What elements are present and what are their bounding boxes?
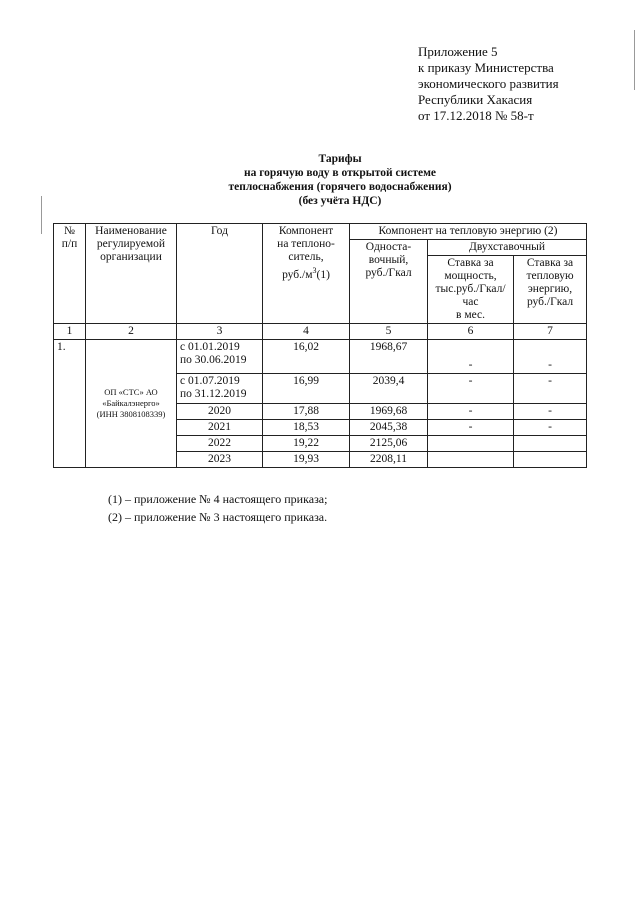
appendix-line: экономического развития: [418, 76, 559, 91]
power-rate-value: -: [428, 404, 514, 420]
single-rate-value: 2045,38: [350, 420, 428, 436]
tariff-table: [53, 223, 587, 468]
column-index: 7: [514, 324, 587, 340]
title-line: на горячую воду в открытой системе: [243, 167, 437, 179]
organization-cell: ОП «СТС» АО «Байкалэнерго» (ИНН 3808108339): [86, 340, 177, 468]
period-cell: 2023: [177, 452, 263, 468]
appendix-line: Приложение 5: [418, 44, 498, 59]
header-num: № п/п: [54, 224, 86, 324]
period-cell: 2021: [177, 420, 263, 436]
period-cell: с 01.07.2019 по 31.12.2019: [177, 374, 263, 404]
document-title: [170, 152, 510, 208]
carrier-value: 19,93: [263, 452, 350, 468]
appendix-line: от 17.12.2018 № 58-т: [418, 108, 534, 123]
carrier-value: 18,53: [263, 420, 350, 436]
energy-rate-value: -: [514, 420, 587, 436]
header-energy-rate: Ставка за тепловую энергию, руб./Гкал: [514, 256, 587, 324]
power-rate-value: -: [428, 340, 514, 374]
appendix-reference: [418, 44, 559, 124]
carrier-value: 19,22: [263, 436, 350, 452]
energy-rate-value: [514, 436, 587, 452]
item-number: 1.: [54, 340, 86, 468]
column-index: 6: [428, 324, 514, 340]
scan-mark-left: [41, 196, 42, 234]
energy-rate-value: -: [514, 374, 587, 404]
footnote: (1) – приложение № 4 настоящего приказа;: [108, 492, 328, 506]
scan-mark-top: [634, 30, 635, 90]
footnotes: [108, 490, 327, 526]
appendix-line: Республики Хакасия: [418, 92, 533, 107]
carrier-value: 16,99: [263, 374, 350, 404]
header-organization: Наименование регулируемой организации: [86, 224, 177, 324]
energy-rate-value: [514, 452, 587, 468]
header-power-rate: Ставка за мощность, тыс.руб./Гкал/ час в мес.: [428, 256, 514, 324]
column-index: 2: [86, 324, 177, 340]
header-heat-component: Компонент на тепловую энергию (2): [350, 224, 587, 240]
footnote: (2) – приложение № 3 настоящего приказа.: [108, 510, 328, 524]
title-line: (без учёта НДС): [298, 195, 382, 207]
title-line: Тарифы: [318, 153, 362, 165]
single-rate-value: 1969,68: [350, 404, 428, 420]
single-rate-value: 2208,11: [350, 452, 428, 468]
single-rate-value: 2125,06: [350, 436, 428, 452]
single-rate-value: 2039,4: [350, 374, 428, 404]
column-index-row: [54, 324, 587, 340]
energy-rate-value: -: [514, 340, 587, 374]
period-cell: с 01.01.2019 по 30.06.2019: [177, 340, 263, 374]
header-carrier-component: Компонент на теплоно- ситель, $руб./м^3(1)$: [263, 224, 350, 324]
column-index: 4: [263, 324, 350, 340]
column-index: 3: [177, 324, 263, 340]
title-line: теплоснабжения (горячего водоснабжения): [228, 181, 452, 193]
period-cell: 2020: [177, 404, 263, 420]
column-index: 1: [54, 324, 86, 340]
appendix-line: к приказу Министерства: [418, 60, 554, 75]
header-year: Год: [177, 224, 263, 324]
header-row: [54, 224, 587, 240]
power-rate-value: -: [428, 420, 514, 436]
single-rate-value: 1968,67: [350, 340, 428, 374]
period-cell: 2022: [177, 436, 263, 452]
header-two-rate: Двухставочный: [428, 240, 587, 256]
power-rate-value: -: [428, 374, 514, 404]
table-row: [54, 340, 587, 374]
power-rate-value: [428, 452, 514, 468]
energy-rate-value: -: [514, 404, 587, 420]
column-index: 5: [350, 324, 428, 340]
header-single-rate: Односта- вочный, руб./Гкал: [350, 240, 428, 324]
carrier-value: 16,02: [263, 340, 350, 374]
power-rate-value: [428, 436, 514, 452]
carrier-value: 17,88: [263, 404, 350, 420]
